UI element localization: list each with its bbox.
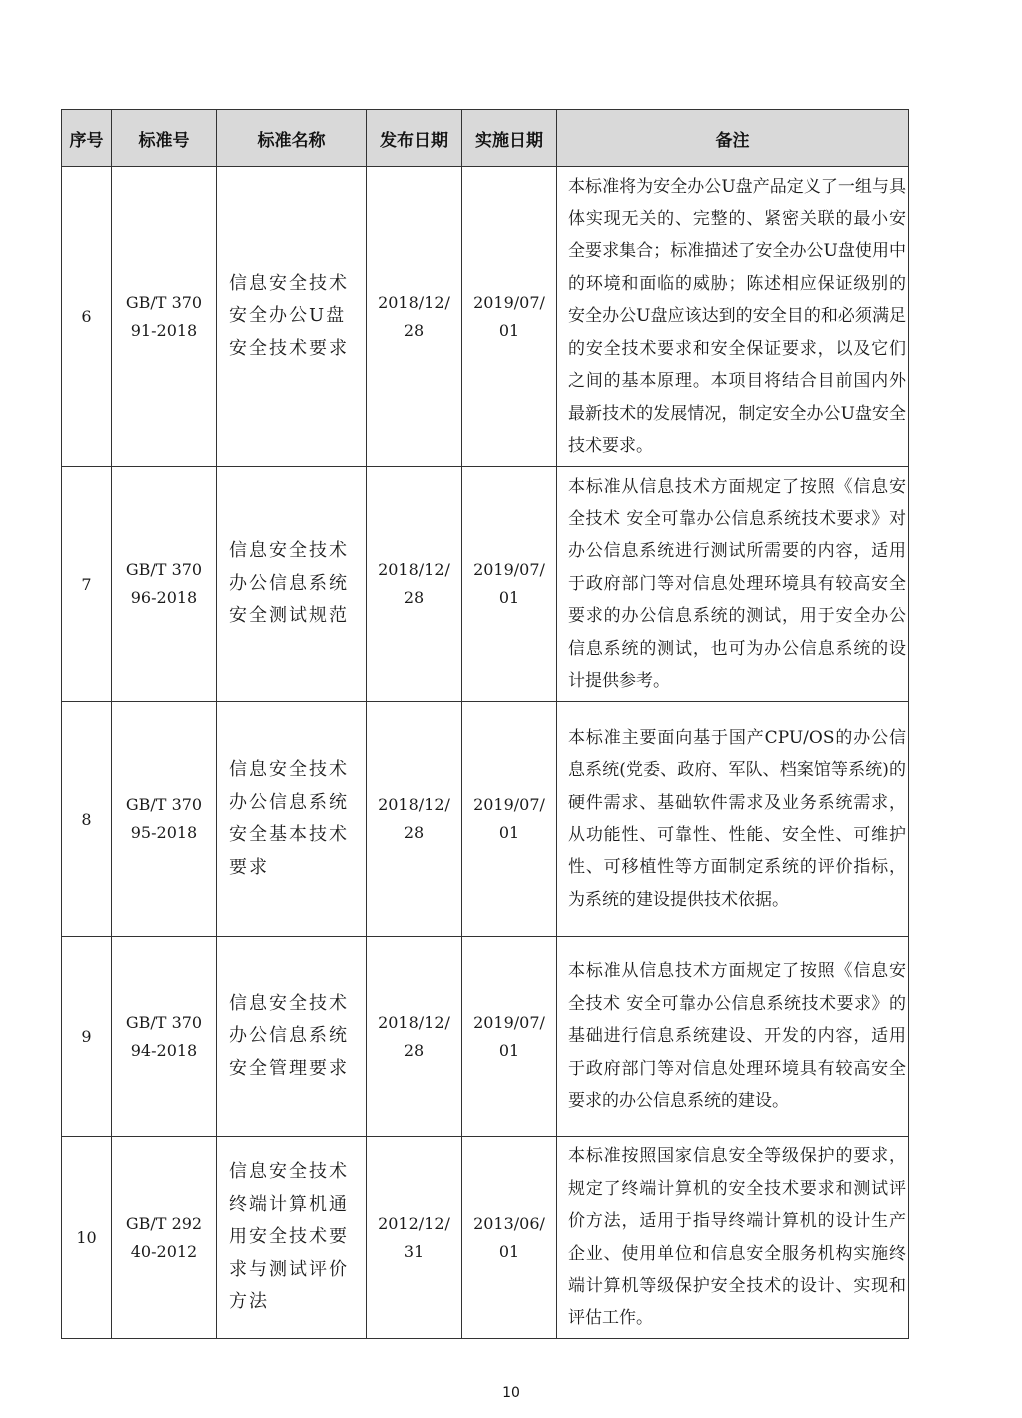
- table-row: [62, 467, 909, 702]
- row-name: 信息安全技术 安全办公U盘安全技术要求: [217, 167, 367, 467]
- row-note: 本标准从信息技术方面规定了按照《信息安全技术 安全可靠办公信息系统技术要求》对办公信息系统进行测试所需要的内容，适用于政府部门等对信息处理环境具有较高安全要求的办公信息系统的测试，用于安全办公信息系统的测试，也可为办公信息系统的设计提供参考。: [557, 467, 909, 702]
- header-implement-date: 实施日期: [462, 110, 557, 167]
- header-no: 序号: [62, 110, 112, 167]
- row-publish-date: 2018/12/28: [378, 1012, 450, 1060]
- row-code: GB/T 37091-2018: [125, 292, 203, 340]
- row-implement-date: 2019/07/01: [473, 560, 545, 607]
- row-note: 本标准将为安全办公U盘产品定义了一组与具体实现无关的、完整的、紧密关联的最小安全要求集合；标准描述了安全办公U盘使用中的环境和面临的威胁；陈述相应保证级别的安全办公U盘应该达到的安全目的和必须满足的安全技术要求和安全保证要求，以及它们之间的基本原理。本项目将结合目前国内外最新技术的发展情况，制定安全办公U盘安全技术要求。: [557, 167, 909, 467]
- row-code: GB/T 37094-2018: [125, 1012, 203, 1060]
- row-publish-date: 2018/12/28: [378, 292, 450, 340]
- row-implement-date: 2019/07/01: [473, 292, 545, 340]
- table-row: [62, 702, 909, 937]
- standards-table: [61, 109, 909, 1339]
- table-header-row: [62, 110, 909, 167]
- row-no: 7: [62, 467, 112, 702]
- row-name: 信息安全技术 办公信息系统安全测试规范: [217, 467, 367, 702]
- row-implement-date: 2013/06/01: [473, 1213, 545, 1261]
- row-implement-date: 2019/07/01: [473, 795, 545, 842]
- table-row: [62, 937, 909, 1137]
- header-name: 标准名称: [217, 110, 367, 167]
- table-row: [62, 167, 909, 467]
- row-name: 信息安全技术 终端计算机通用安全技术要求与测试评价方法: [217, 1137, 367, 1339]
- header-publish-date: 发布日期: [367, 110, 462, 167]
- row-code: GB/T 29240-2012: [125, 1213, 203, 1261]
- header-code: 标准号: [112, 110, 217, 167]
- row-name: 信息安全技术 办公信息系统安全管理要求: [217, 937, 367, 1137]
- row-no: 10: [62, 1137, 112, 1339]
- row-note: 本标准从信息技术方面规定了按照《信息安全技术 安全可靠办公信息系统技术要求》的基础进行信息系统建设、开发的内容，适用于政府部门等对信息处理环境具有较高安全要求的办公信息系统的建设。: [557, 937, 909, 1137]
- header-note: 备注: [557, 110, 909, 167]
- row-no: 8: [62, 702, 112, 937]
- row-no: 9: [62, 937, 112, 1137]
- row-publish-date: 2018/12/28: [378, 560, 450, 607]
- row-note: 本标准按照国家信息安全等级保护的要求，规定了终端计算机的安全技术要求和测试评价方法，适用于指导终端计算机的设计生产企业、使用单位和信息安全服务机构实施终端计算机等级保护安全技术的设计、实现和评估工作。: [557, 1137, 909, 1339]
- row-implement-date: 2019/07/01: [473, 1012, 545, 1060]
- row-note: 本标准主要面向基于国产CPU/OS的办公信息系统(党委、政府、军队、档案馆等系统)的硬件需求、基础软件需求及业务系统需求，从功能性、可靠性、性能、安全性、可维护性、可移植性等方面制定系统的评价指标，为系统的建设提供技术依据。: [557, 702, 909, 937]
- row-code: GB/T 37095-2018: [125, 795, 203, 842]
- row-publish-date: 2012/12/31: [378, 1213, 450, 1261]
- row-no: 6: [62, 167, 112, 467]
- row-code: GB/T 37096-2018: [125, 560, 203, 607]
- row-name: 信息安全技术 办公信息系统安全基本技术要求: [217, 702, 367, 937]
- page-number: 10: [502, 1385, 520, 1401]
- table-row: [62, 1137, 909, 1339]
- row-publish-date: 2018/12/28: [378, 795, 450, 842]
